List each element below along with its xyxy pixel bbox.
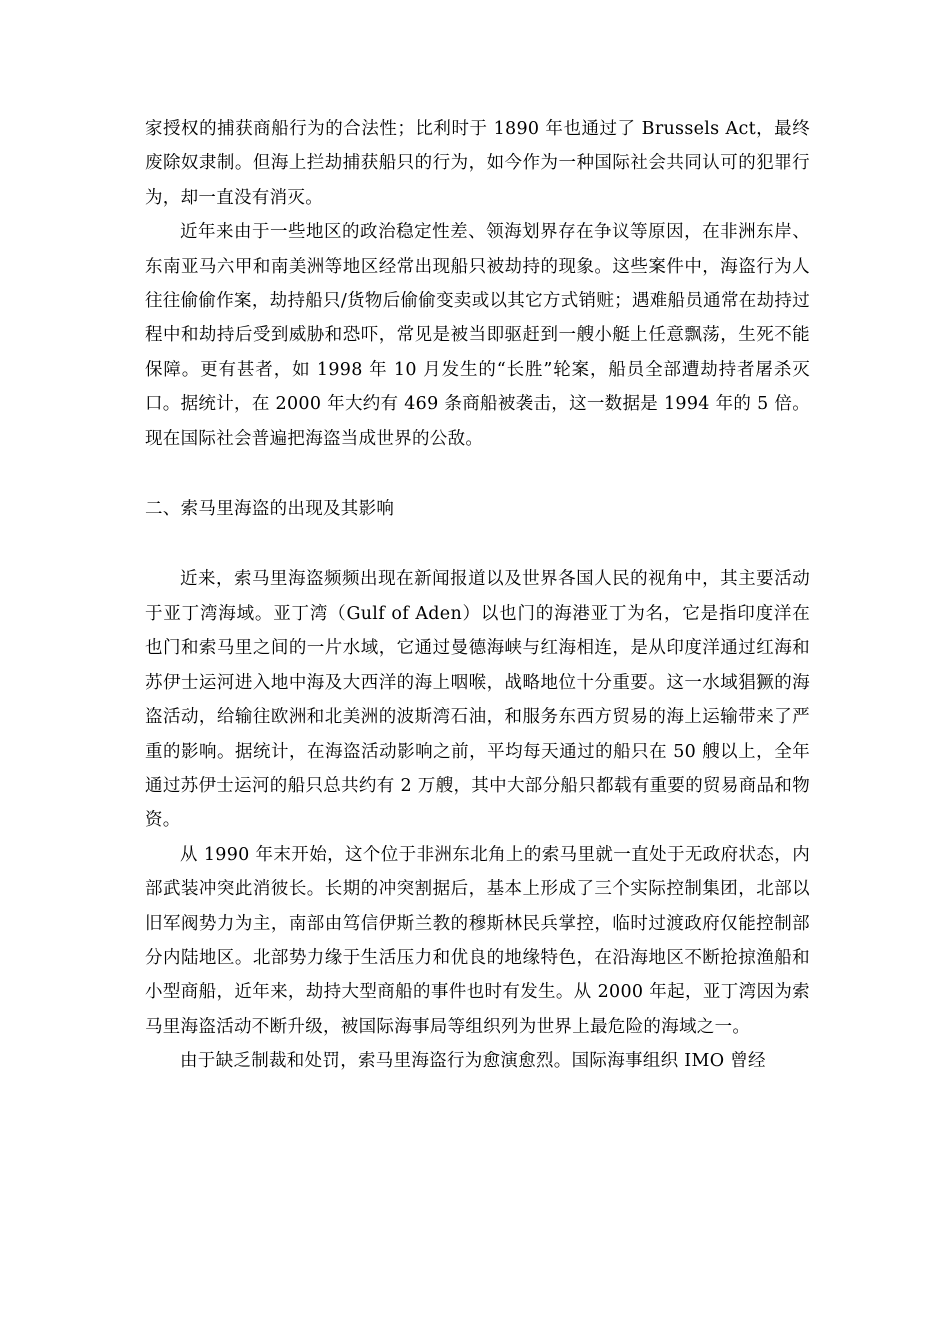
paragraph-gulf-of-aden: 近来，索马里海盗频频出现在新闻报道以及世界各国人民的视角中，其主要活动于亚丁湾海域。亚丁湾（Gulf of Aden）以也门的海港亚丁为名，它是指印度洋在也门和索马里之间的一片水域，它通过曼德海峡与红海相连，是从印度洋通过红海和苏伊士运河进入地中海及大西洋的海上咽喉，战略地位十分重要。这一水域猖獗的海盗活动，给输往欧洲和北美洲的波斯湾石油，和服务东西方贸易的海上运输带来了严重的影响。据统计，在海盗活动影响之前，平均每天通过的船只在 50 艘以上，全年通过苏伊士运河的船只总共约有 2 万艘，其中大部分船只都载有重要的贸易商品和物资。: [145, 569, 810, 831]
paragraph-piracy-recent: 近年来由于一些地区的政治稳定性差、领海划界存在争议等原因，在非洲东岸、东南亚马六甲和南美洲等地区经常出现船只被劫持的现象。这些案件中，海盗行为人往往偷偷作案，劫持船只/货物后偷偷变卖或以其它方式销赃；遇难船员通常在劫持过程中和劫持后受到威胁和恐吓，常见是被当即驱赶到一艘小艇上任意飘荡，生死不能保障。更有甚者，如 1998 年 10 月发生的“长胜”轮案，船员全部遭劫持者屠杀灭口。据统计，在 2000 年大约有 469 条商船被袭击，这一数据是 1994 年的 5 倍。现在国际社会普遍把海盗当成世界的公敌。: [145, 222, 810, 449]
paragraph-continuation: 家授权的捕获商船行为的合法性；比利时于 1890 年也通过了 Brussels Act，最终废除奴隶制。但海上拦劫捕获船只的行为，如今作为一种国际社会共同认可的犯罪行为，却一直没有消灭。: [145, 119, 810, 208]
section-heading: 二、索马里海盗的出现及其影响: [145, 499, 395, 520]
paragraph-sanctions: 由于缺乏制裁和处罚，索马里海盗行为愈演愈烈。国际海事组织 IMO 曾经: [180, 1051, 766, 1072]
paragraph-somalia-anarchy: 从 1990 年末开始，这个位于非洲东北角上的索马里就一直处于无政府状态，内部武装冲突此消彼长。长期的冲突割据后，基本上形成了三个实际控制集团，北部以旧军阀势力为主，南部由笃信伊斯兰教的穆斯林民兵掌控，临时过渡政府仅能控制部分内陆地区。北部势力缘于生活压力和优良的地缘特色，在沿海地区不断抢掠渔船和小型商船，近年来，劫持大型商船的事件也时有发生。从 2000 年起，亚丁湾因为索马里海盗活动不断升级，被国际海事局等组织列为世界上最危险的海域之一。: [145, 844, 810, 1037]
document-page: [145, 112, 810, 1079]
